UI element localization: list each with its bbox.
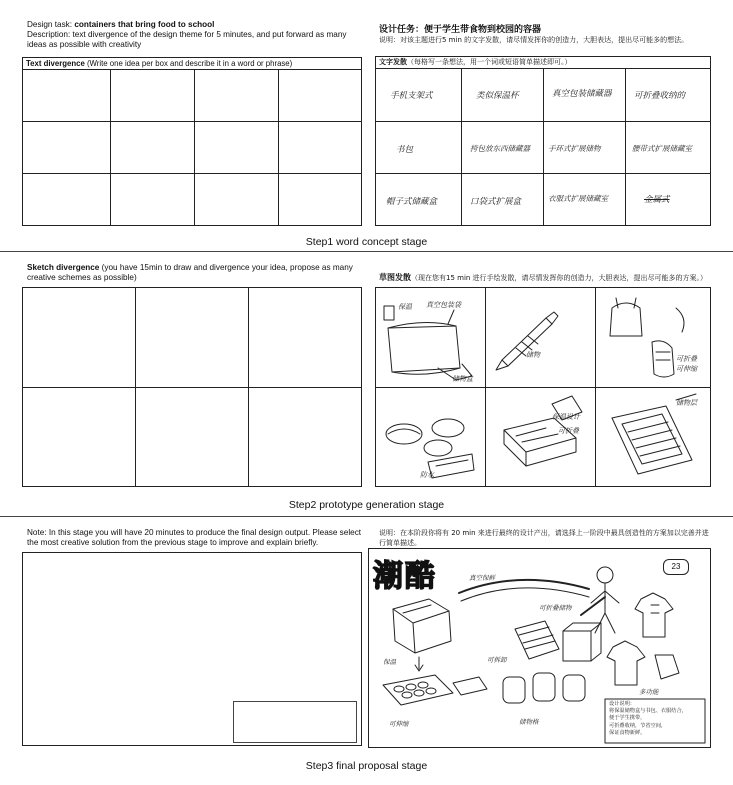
grid-cell [111, 174, 195, 225]
design-notes-line: 将保温储物盒与书包、衣服结合， [609, 708, 687, 715]
design-annotation: 多功能 [639, 688, 659, 696]
step3-cn-note: 说明：在本阶段你将有 20 min 来进行最终的设计产出，请选择上一阶段中最具创造性的方案加以完善并进行简单描述。 [379, 529, 709, 547]
step1-cn-grid-title: 文字发散（每格写一条想法，用一个词或短语简单描述即可。） [376, 57, 710, 69]
step3-en-note: Note: In this stage you will have 20 minutes to produce the final design output. Please select the most creative solution from the previous stage to improve and explain briefly. [27, 528, 362, 547]
sketch-capsules-row [503, 673, 585, 703]
sketch-note: 防水 [420, 471, 434, 479]
grid-cell [279, 70, 361, 122]
step2-en-sketch-grid [22, 287, 362, 487]
sketch-containers [515, 621, 601, 661]
grid-cell [136, 288, 249, 388]
handwritten-idea: 挎包放东西储藏器 [470, 144, 530, 153]
design-annotation: 真空保鲜 [469, 574, 495, 582]
design-annotation: 可拆卸 [487, 656, 507, 664]
design-annotation: 可伸缩 [389, 720, 409, 728]
grid-cell [195, 122, 279, 174]
grid-cell [279, 174, 361, 225]
sketch-note: 可折叠 [676, 355, 697, 363]
handwritten-idea-crossed: 金属式 [644, 195, 670, 205]
sketch-tube [496, 312, 558, 370]
sketch-box [393, 599, 451, 653]
step3-stage-label: Step3 final proposal stage [305, 760, 428, 772]
sketch-note: 可折叠 [558, 427, 579, 435]
grid-cell [23, 388, 136, 486]
sketch-tray [383, 675, 487, 705]
design-annotation: 保温 [383, 658, 396, 666]
sketch-note: 储物盒 [452, 375, 473, 383]
step3-en-canvas [22, 552, 362, 746]
step2-en-header: Sketch divergence (you have 15min to draw and divergence your idea, propose as many creative schemes as possible) [27, 263, 353, 282]
step1-en-description: Description: text divergence of the design theme for 5 minutes, and put forward as many ideas as possible with creativity [27, 30, 347, 49]
step1-cn-description: 说明：对该主题进行5 min 的文字发散，请尽情发挥你的创造力，大胆表达，提出尽可能多的想法。 [379, 36, 689, 44]
grid-cell [195, 70, 279, 122]
handwritten-idea: 衣服式扩展储藏室 [548, 194, 608, 203]
handwritten-idea: 可折叠收纳的 [634, 91, 686, 101]
handwritten-idea: 手环式扩展储物 [548, 144, 601, 153]
step3-en-notes-box [233, 701, 357, 743]
handwritten-idea: 腰带式扩展储藏室 [632, 144, 692, 153]
handwritten-idea: 帽子式储藏盒 [386, 197, 438, 207]
grid-cell [23, 288, 136, 388]
sketch-note: 可伸缩 [676, 365, 697, 373]
handwritten-idea: 手机支架式 [390, 91, 433, 101]
grid-cell [23, 122, 111, 174]
step1-en-text-grid [22, 57, 362, 226]
grid-cell [195, 174, 279, 225]
step2-stage-label: Step2 prototype generation stage [288, 499, 445, 511]
handwritten-idea: 真空包装储藏器 [552, 89, 612, 99]
sketch-note: 保温 [398, 303, 412, 311]
design-notes-line: 可折叠收纳，节省空间， [609, 722, 667, 729]
grid-cell [111, 70, 195, 122]
step1-cn-text-grid [375, 56, 711, 226]
step1-en-header [27, 20, 357, 50]
handwritten-idea: 口袋式扩展盒 [470, 197, 522, 207]
hand-sketches [376, 288, 712, 488]
handwritten-idea: 类似保温杯 [476, 91, 519, 101]
design-annotation: 可折叠储物 [539, 604, 572, 612]
page-number: 23 [663, 559, 689, 575]
sketch-note: 真空包装袋 [426, 301, 461, 309]
step1-en-grid-title: Text divergence (Write one idea per box and describe it in a word or phrase) [23, 58, 361, 70]
stage-divider [0, 516, 733, 517]
sketch-backpack [610, 298, 684, 377]
step3-cn-canvas [368, 548, 711, 748]
sketch-shirt [607, 593, 679, 685]
grid-cell [249, 388, 361, 486]
sketch-note: 储物 [526, 351, 540, 359]
grid-cell [111, 122, 195, 174]
handwritten-idea: 书包 [396, 145, 414, 155]
step1-cn-task: 设计任务：便于学生带食物到校园的容器 [379, 25, 542, 35]
design-notes [609, 701, 703, 737]
design-notes-line: 便于学生携带， [609, 715, 646, 722]
sketch-note: 储物层 [676, 399, 697, 407]
step2-cn-sketch-grid [375, 287, 711, 487]
design-notes-line: 保证食物新鲜。 [609, 729, 646, 736]
step1-stage-label: Step1 word concept stage [305, 236, 428, 248]
sketch-pouch [384, 306, 472, 380]
grid-cell [279, 122, 361, 174]
step1-cn-header [379, 25, 709, 45]
stage-divider [0, 251, 733, 252]
design-annotation: 储物格 [519, 718, 539, 726]
step1-en-task: Design task: containers that bring food to school [27, 20, 215, 29]
grid-cell [376, 122, 462, 174]
design-notes-line: 设计说明： [609, 701, 635, 707]
grid-cell [23, 174, 111, 225]
grid-cell [249, 288, 361, 388]
grid-cell [136, 388, 249, 486]
grid-cell [23, 70, 111, 122]
sketch-note: 保温设计 [552, 413, 580, 421]
handwritten-title: 潮酷 [373, 559, 437, 594]
step2-cn-header: 草图发散（现在您有15 min 进行手绘发散，请尽情发挥你的创造力，大胆表达，提出尽可能多的方案。） [379, 273, 708, 282]
